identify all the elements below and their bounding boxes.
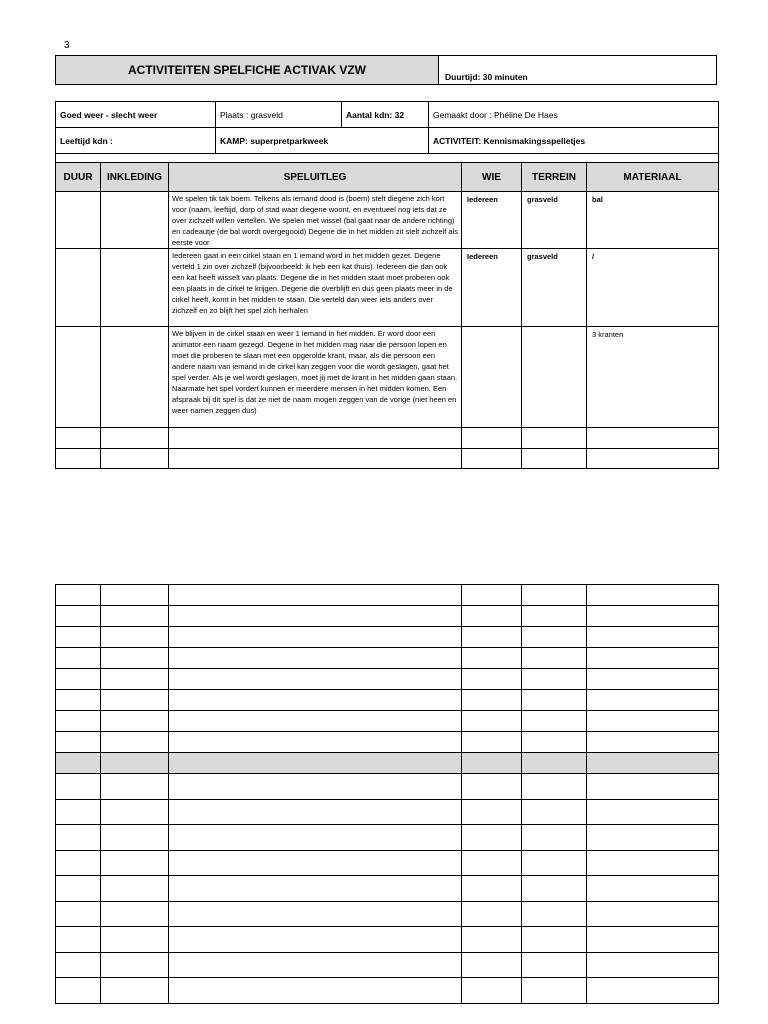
empty-row	[56, 732, 719, 753]
col-wie: WIE	[462, 163, 522, 192]
col-duur: DUUR	[56, 163, 101, 192]
weather-cell: Goed weer - slecht weer	[56, 102, 216, 128]
wie-cell: Iedereen	[462, 192, 522, 249]
col-materiaal: MATERIAAL	[587, 163, 719, 192]
empty-row	[56, 648, 719, 669]
terrein-cell: grasveld	[522, 192, 587, 249]
empty-row	[56, 799, 719, 825]
empty-row	[56, 428, 719, 449]
table-row	[56, 249, 719, 327]
activity-cell: ACTIVITEIT: Kennismakingsspelletjes	[429, 128, 719, 154]
col-inkleding: INKLEDING	[101, 163, 169, 192]
terrein-cell: grasveld	[522, 249, 587, 327]
empty-row	[56, 978, 719, 1004]
duur-cell	[56, 192, 101, 249]
page-title: ACTIVITEITEN SPELFICHE ACTIVAK VZW	[56, 56, 439, 84]
materiaal-cell: 3 kranten	[587, 327, 719, 428]
empty-row	[56, 901, 719, 927]
empty-row	[56, 774, 719, 800]
duration-label: Duurtijd: 30 minuten	[445, 72, 528, 82]
table-row	[56, 192, 719, 249]
empty-row	[56, 606, 719, 627]
empty-row	[56, 825, 719, 851]
wie-cell: Iedereen	[462, 249, 522, 327]
inkleding-cell	[101, 327, 169, 428]
materiaal-cell: bal	[587, 192, 719, 249]
camp-cell: KAMP: superpretparkweek	[216, 128, 429, 154]
materiaal-cell: /	[587, 249, 719, 327]
age-cell: Leeftijd kdn :	[56, 128, 216, 154]
empty-row	[56, 850, 719, 876]
duur-cell	[56, 249, 101, 327]
empty-row	[56, 627, 719, 648]
empty-row	[56, 927, 719, 953]
title-box	[55, 55, 717, 85]
speluitleg-cell: We spelen tik tak boem. Telkens als iemand dood is (boem) stelt diegene zich kort voor (naam, leeftijd, dorp of stad waar diegene woont, en eventueel nog iets dat ze over zichzelf willen vertellen. We spelen met wissel (bal gaat naar de andere richting) en cadeautje (de bal wordt overgegooid) Degene die in het midden zit stelt zichzelf als eerste voor	[169, 192, 462, 249]
count-cell: Aantal kdn: 32	[342, 102, 429, 128]
col-terrein: TERREIN	[522, 163, 587, 192]
empty-row	[56, 711, 719, 732]
blank-table	[55, 584, 719, 1004]
col-speluitleg: SPELUITLEG	[169, 163, 462, 192]
speluitleg-cell: Iedereen gaat in een cirkel staan en 1 iemand word in het midden gezet. Degene verteld 1 zin over zichzelf (bijvoorbeeld: ik heb een kat thuis). Iedereen die dan ook een kat heeft wisselt van plaats. Degene die in het midden staat moet proberen ook een plaats in de cirkel te krijgen. Degene die overblijft en dus geen plaats meer in de cirkel heeft, komt in het midden te staan. Die verteld dan weer iets anders over zichzelf en zo blijft het spel zich herhalen	[169, 249, 462, 327]
wie-cell	[462, 327, 522, 428]
activity-table	[55, 162, 719, 469]
empty-row	[56, 449, 719, 469]
inkleding-cell	[101, 249, 169, 327]
empty-row	[56, 690, 719, 711]
info-table	[55, 101, 719, 163]
header-row	[56, 163, 719, 192]
speluitleg-cell: We blijven in de cirkel staan en weer 1 iemand in het midden. Er word door een animator een naam gezegd. Degene in het midden mag naar die persoon lopen en moet die proberen te slaan met een opgerolde krant, maar, als die persoon een andere naam van iemand in de cirkel kan zeggen voor die wordt geslagen, gaat het spel verder. Als je wel wordt geslagen, moet jij met de krant in het midden gaan staan. Naarmate het spel vordert kunnen er meerdere mensen in het midden komen. Een afspraak bij dit spel is dat ze niet de naam mogen zeggen van de vorige (niet heen en weer namen zeggen dus)	[169, 327, 462, 428]
duur-cell	[56, 327, 101, 428]
empty-row	[56, 876, 719, 902]
page-number: 3	[64, 40, 70, 51]
place-cell: Plaats : grasveld	[216, 102, 342, 128]
empty-row	[56, 669, 719, 690]
author-cell: Gemaakt door : Phéline De Haes	[429, 102, 719, 128]
inkleding-cell	[101, 192, 169, 249]
empty-row	[56, 585, 719, 606]
shaded-row	[56, 753, 719, 774]
terrein-cell	[522, 327, 587, 428]
empty-row	[56, 952, 719, 978]
table-row	[56, 327, 719, 428]
